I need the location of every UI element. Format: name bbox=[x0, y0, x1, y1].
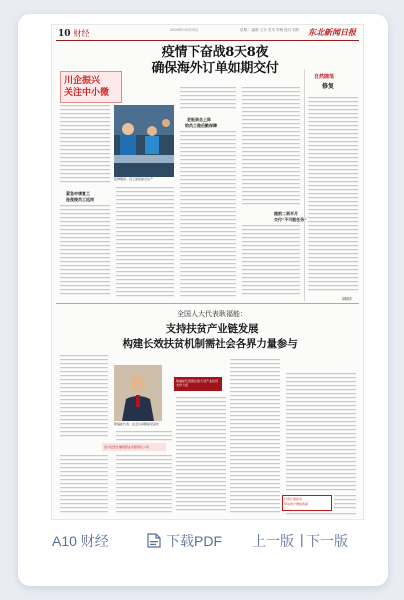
download-pdf-link[interactable]: 下载PDF bbox=[166, 533, 222, 549]
factory-photo-image bbox=[114, 105, 174, 177]
page-number: 10 财经 bbox=[58, 29, 90, 39]
pink-callout-text: 四川好医生攀西药业有限责任公司 bbox=[104, 445, 150, 449]
boxed-callout-text-1: 打造长效扶贫 bbox=[284, 497, 303, 501]
right-subheading-2: 交付“不可能任务” bbox=[274, 217, 307, 222]
mid-subheading-1: 老板亲自上阵 bbox=[187, 117, 211, 122]
second-headline-line2: 构建长效扶贫机制需社会各界力量参与 bbox=[122, 338, 298, 350]
red-column-label-1: 川企振兴 bbox=[64, 76, 101, 86]
second-headline-line1: 支持扶贫产业链发展 bbox=[165, 323, 259, 335]
left-subheading-2: 连夜接员工返岗 bbox=[66, 197, 94, 202]
portrait-photo-image bbox=[114, 365, 162, 421]
date-right: 星期二 编辑 王东 美术 李梅 校对 刘欣 bbox=[240, 28, 300, 32]
column-byline: 胡晓东 bbox=[342, 297, 353, 301]
right-subheading-1: 提前二到半月 bbox=[274, 211, 298, 216]
boxed-callout-text-2: 带动农户增收致富 bbox=[284, 502, 309, 506]
pdf-icon[interactable] bbox=[147, 533, 161, 548]
page-label: A10 财经 bbox=[52, 533, 109, 549]
top-headline-line2: 确保海外订单如期交付 bbox=[151, 61, 279, 76]
photo-caption: 疫情期间，员工加班加点生产 bbox=[114, 177, 154, 181]
factory-photo bbox=[114, 105, 174, 177]
body-text-lines bbox=[52, 25, 363, 519]
prev-page-link[interactable]: 上一版 bbox=[252, 533, 294, 549]
section-label: 财经 bbox=[73, 29, 90, 38]
column-divider bbox=[304, 69, 305, 301]
column-title: 修复 bbox=[322, 83, 335, 90]
date-left: 2020年03月03日 bbox=[170, 28, 199, 32]
top-headline-line1: 疫情下奋战8天8夜 bbox=[161, 45, 269, 60]
next-page-link[interactable]: 下一版 bbox=[306, 533, 348, 549]
red-callout-text: 耿福能代表建议加大对产业扶贫支持力度 bbox=[176, 379, 219, 387]
newspaper-page[interactable] bbox=[51, 24, 364, 520]
mid-subheading-2: 给员工做后勤保障 bbox=[185, 123, 217, 128]
portrait-caption: 耿福能代表：在会议间隙接受采访 bbox=[114, 422, 160, 426]
second-story-kicker: 全国人大代表耿福能： bbox=[177, 310, 247, 318]
red-column-label-2: 关注中小微 bbox=[64, 88, 110, 98]
left-subheading-1: 紧急申请复工 bbox=[66, 191, 90, 196]
story-divider bbox=[56, 303, 359, 304]
column-label: 自然随笔 bbox=[314, 74, 335, 80]
nav-divider: | bbox=[300, 531, 304, 547]
masthead: 东北新闻日报 bbox=[308, 27, 356, 37]
portrait-photo bbox=[114, 365, 162, 421]
